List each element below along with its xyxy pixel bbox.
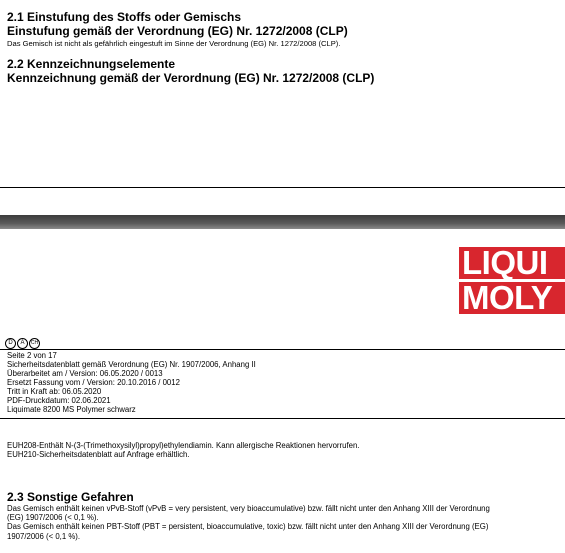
euh210-statement: EUH210-Sicherheitsdatenblatt auf Anfrage erhältlich. (7, 450, 190, 460)
document-type: Sicherheitsdatenblatt gemäß Verordnung (EG) Nr. 1907/2006, Anhang II (7, 360, 256, 369)
liqui-moly-logo (459, 245, 565, 315)
revision-date: Überarbeitet am / Version: 06.05.2020 / 0013 (7, 369, 163, 378)
logo-line-1: LIQUI (459, 247, 565, 279)
country-a-icon: A (17, 338, 28, 349)
euh208-statement: EUH208-Enthält N-(3-(Trimethoxysilyl)propyl)ethylendiamin. Kann allergische Reaktionen hervorrufen. (7, 441, 360, 450)
pbt-text-line-1: Das Gemisch enthält keinen PBT-Stoff (PBT = persistent, bioaccumulative, toxic) bzw. fällt nicht unter den Anhang XIII der Verordnung (EG) (7, 522, 489, 532)
section-2-2 (7, 57, 557, 85)
product-name: Liquimate 8200 MS Polymer schwarz (7, 405, 136, 414)
page-gap-shadow (0, 215, 565, 229)
section-heading: 2.3 Sonstige Gefahren (7, 490, 134, 504)
section-heading: 2.1 Einstufung des Stoffs oder Gemischs (7, 10, 242, 24)
logo-line-2: MOLY (459, 282, 565, 314)
country-ch-icon: CH (29, 338, 40, 349)
section-2-3 (7, 490, 563, 541)
section-subheading: Einstufung gemäß der Verordnung (EG) Nr. 1272/2008 (CLP) (7, 24, 348, 38)
page-number: Seite 2 von 17 (7, 351, 57, 360)
vpvb-text-line-2: (EG) 1907/2006 (< 0,1 %). (7, 513, 99, 523)
section-text: Das Gemisch ist nicht als gefährlich eingestuft im Sinne der Verordnung (EG) Nr. 1272/2008 (CLP). (7, 39, 341, 48)
vpvb-text-line-1: Das Gemisch enthält keinen vPvB-Stoff (vPvB = very persistent, very bioaccumulative) bzw. fällt nicht unter den Anhang XIII der Verordnung (7, 504, 490, 513)
page-info (7, 351, 256, 414)
page-divider-line (0, 187, 565, 188)
section-heading: 2.2 Kennzeichnungselemente (7, 57, 176, 71)
header-rule (0, 349, 565, 350)
print-date: PDF-Druckdatum: 02.06.2021 (7, 396, 111, 405)
replaces-version: Ersetzt Fassung vom / Version: 20.10.2016 / 0012 (7, 378, 180, 387)
country-d-icon: D (5, 338, 16, 349)
section-subheading: Kennzeichnung gemäß der Verordnung (EG) Nr. 1272/2008 (CLP) (7, 71, 375, 85)
valid-from: Tritt in Kraft ab: 06.05.2020 (7, 387, 102, 396)
section-2-1 (7, 10, 557, 48)
pbt-text-line-2: 1907/2006 (< 0,1 %). (7, 531, 81, 541)
header-bottom-rule (0, 418, 565, 419)
euh-statements (7, 441, 562, 459)
country-icons (5, 338, 40, 349)
